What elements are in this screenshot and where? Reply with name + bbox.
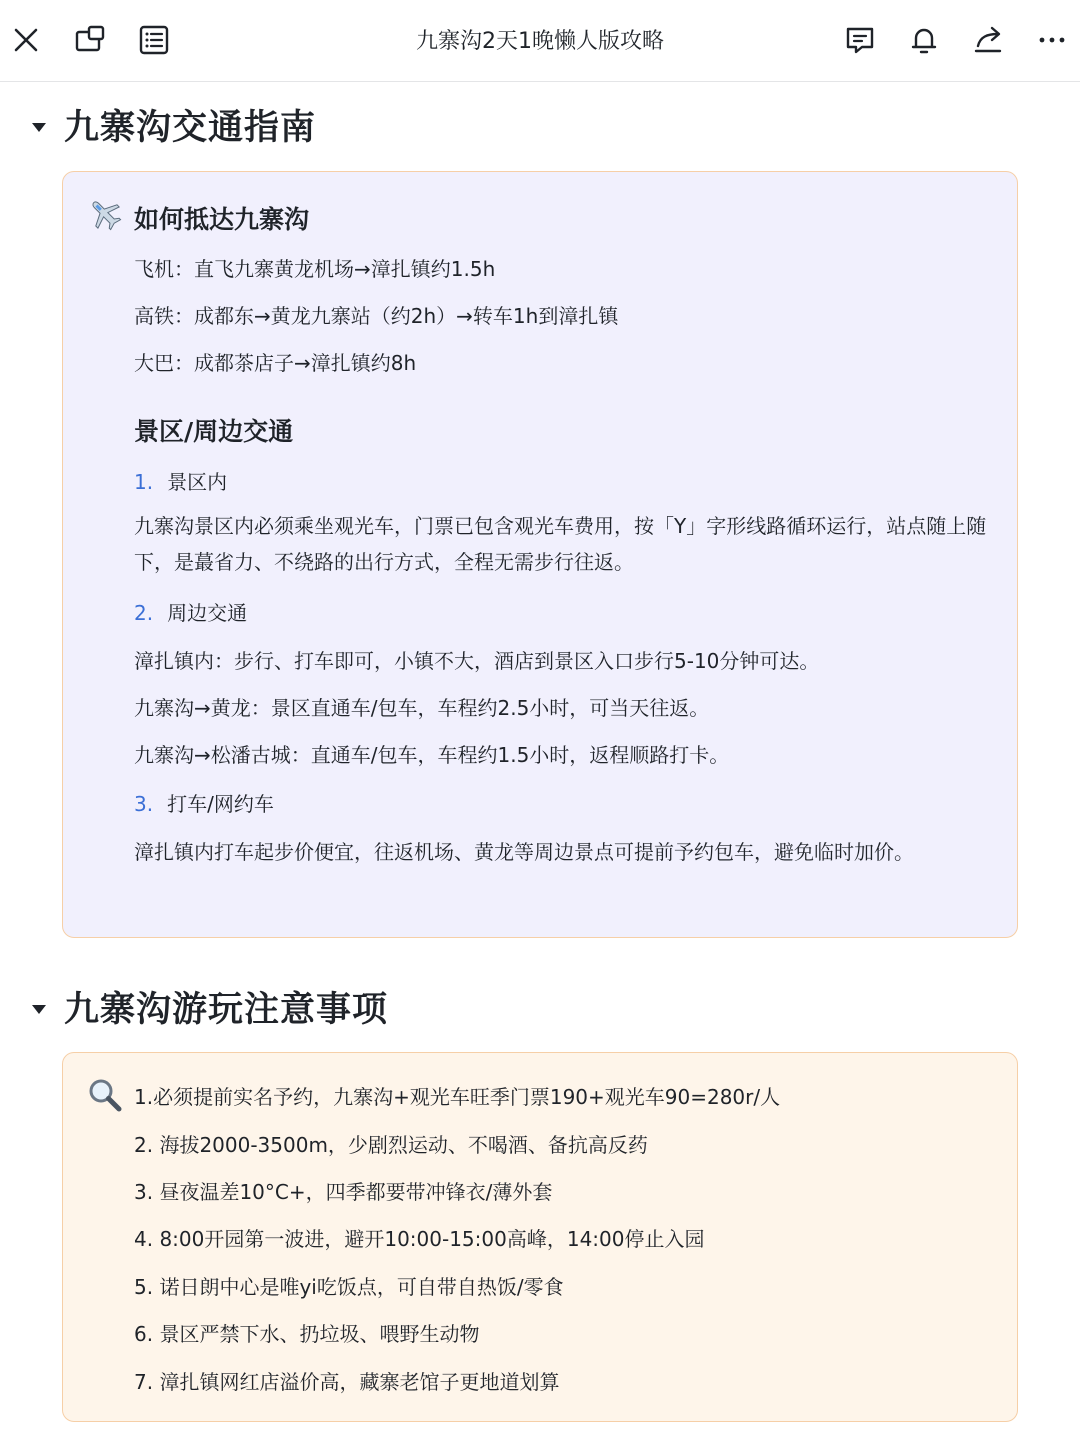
section-heading-tips[interactable] [32, 982, 388, 1032]
paragraph: 九寨沟→黄龙：景区直通车/包车，车程约2.5小时，可当天往返。 [134, 696, 710, 720]
arrival-line-train: 高铁：成都东→黄龙九寨站（约2h）→转车1h到漳扎镇 [134, 304, 619, 328]
tip-line: 4. 8:00开园第一波进，避开10:00-15:00高峰，14:00停止入园 [134, 1227, 705, 1251]
callout-transport [62, 171, 1018, 938]
share-icon[interactable] [968, 20, 1008, 60]
close-icon[interactable] [6, 20, 46, 60]
arrival-line-plane: 飞机：直飞九寨黄龙机场→漳扎镇约1.5h [134, 257, 496, 281]
magnifier-icon [87, 1077, 123, 1113]
paragraph: 九寨沟景区内必须乘坐观光车，门票已包含观光车费用，按「Y」字形线路循环运行，站点随上随下，是蕞省力、不绕路的出行方式，全程无需步行往返。 [134, 514, 987, 574]
collapse-caret-icon[interactable] [32, 123, 46, 132]
window-icon[interactable] [70, 20, 110, 60]
outline-icon[interactable] [134, 20, 174, 60]
tip-line: 5. 诺日朗中心是唯yi吃饭点，可自带自热饭/零食 [134, 1275, 564, 1299]
tip-line: 7. 漳扎镇网红店溢价高，藏寨老馆子更地道划算 [134, 1370, 560, 1394]
callout-tips [62, 1052, 1018, 1422]
callout-subheading: 景区/周边交通 [134, 417, 294, 446]
airplane-icon [87, 196, 123, 232]
list-number: 3. [134, 792, 154, 816]
comment-icon[interactable] [840, 20, 880, 60]
list-label: 周边交通 [167, 601, 248, 625]
document-title: 九寨沟2天1晚懒人版攻略 [416, 29, 664, 54]
section-heading-transport[interactable] [32, 100, 316, 150]
tip-line: 3. 昼夜温差10°C+，四季都要带冲锋衣/薄外套 [134, 1180, 553, 1204]
list-label: 打车/网约车 [167, 792, 274, 816]
tip-line: 6. 景区严禁下水、扔垃圾、喂野生动物 [134, 1322, 480, 1346]
list-number: 1. [134, 470, 154, 494]
paragraph: 九寨沟→松潘古城：直通车/包车，车程约1.5小时，返程顺路打卡。 [134, 743, 730, 767]
list-number: 2. [134, 601, 154, 625]
callout-heading: 如何抵达九寨沟 [134, 205, 310, 234]
collapse-caret-icon[interactable] [32, 1005, 46, 1014]
list-item [134, 788, 274, 817]
list-item [134, 597, 247, 626]
paragraph: 漳扎镇内：步行、打车即可，小镇不大，酒店到景区入口步行5-10分钟可达。 [134, 649, 820, 673]
top-bar [0, 0, 1080, 82]
tip-line: 1.必须提前实名予约，九寨沟+观光车旺季门票190+观光车90=280r/人 [134, 1085, 781, 1109]
paragraph: 漳扎镇内打车起步价便宜，往返机场、黄龙等周边景点可提前予约包车，避免临时加价。 [134, 840, 914, 864]
section-title: 九寨沟交通指南 [64, 108, 317, 148]
more-icon[interactable] [1032, 20, 1072, 60]
list-item [134, 466, 227, 495]
tip-line: 2. 海拔2000-3500m，少剧烈运动、不喝酒、备抗高反药 [134, 1133, 648, 1157]
list-label: 景区内 [167, 470, 228, 494]
section-title: 九寨沟游玩注意事项 [64, 990, 389, 1030]
bell-icon[interactable] [904, 20, 944, 60]
arrival-line-bus: 大巴：成都茶店子→漳扎镇约8h [134, 351, 417, 375]
